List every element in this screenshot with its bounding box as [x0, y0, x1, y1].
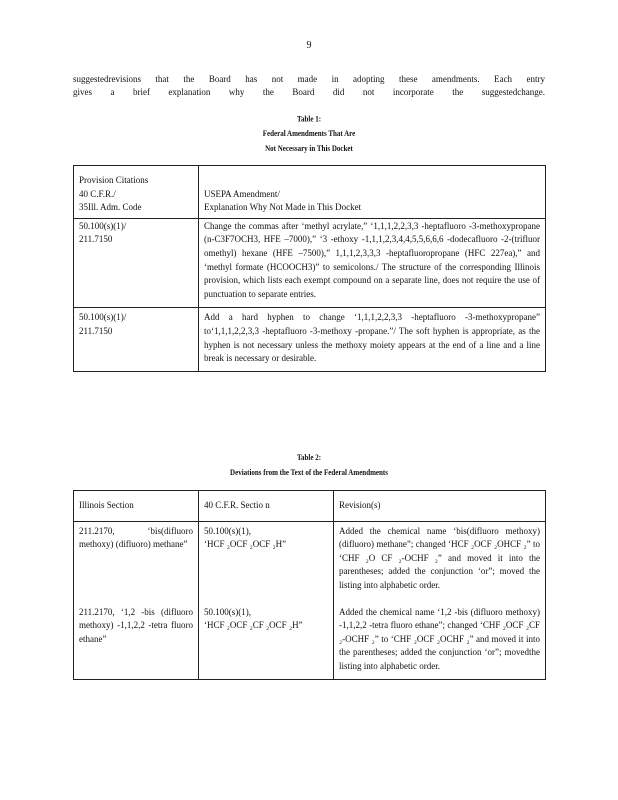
- header-line: Explanation Why Not Made in This Docket: [204, 202, 362, 213]
- header-revisions: Revision(s): [334, 491, 546, 522]
- cfr-line: 50.100(s)(1),: [204, 606, 251, 617]
- header-illinois-section: Illinois Section: [74, 491, 199, 522]
- page-number: 9: [306, 40, 312, 51]
- intro-paragraph: [73, 73, 545, 99]
- header-line: USEPA Amendment/: [204, 188, 280, 199]
- citation-line: 50.100(s)(1)/: [79, 220, 127, 231]
- table2-caption: [73, 451, 545, 481]
- intro-line: suggestedrevisions that the Board has not made in adopting these amendments. Each entry: [73, 74, 545, 84]
- table1-caption: [73, 112, 545, 157]
- intro-line: gives a brief explanation why the Board did not incorporate the suggestedchange.: [73, 87, 545, 97]
- header-provision-citations: [74, 166, 199, 219]
- explanation-cell: Add a hard hyphen to change ‘1,1,1,2,2,3,3 -heptafluoro -3-methoxypropane” to‘1,1,1,2,2,3,3 -heptafluoro -3-methoxy -propane.”/ The soft hyphen is appropriate, as the hyphen is not necessary unless the methoxy moiety appears at the end of a line and a line break is necessary or desirable.: [199, 308, 546, 371]
- revision-cell: Added the chemical name ‘bis(difluoro methoxy) (difluoro) methane”; changed ‘HCF ₂OCF ₂OHCF ₂” to ‘CHF ₂O CF ₂-OCHF ₂” and moved it into the parentheses; added the conjunction ‘or”; moved the listing into alphabetic order.: [334, 521, 546, 602]
- citation-cell: [74, 218, 199, 308]
- cfr-cell: [199, 603, 334, 679]
- table-deviations: [73, 490, 546, 680]
- section-cell: 211.2170, ‘bis(difluoro methoxy) (difluoro) methane”: [74, 521, 199, 602]
- header-line: Provision Citations: [79, 175, 149, 185]
- table-header-row: [74, 491, 546, 522]
- header-line: [204, 174, 540, 188]
- caption-line: Not Necessary in This Docket: [265, 144, 353, 154]
- caption-line: Table 1:: [296, 114, 322, 124]
- cfr-line: ‘HCF ₂OCF ₂CF ₂OCF ₂H”: [204, 620, 303, 631]
- cfr-line: 50.100(s)(1),: [204, 525, 251, 536]
- cfr-line: ‘HCF ₂OCF ₂OCF ₂H”: [204, 539, 287, 550]
- cfr-cell: [199, 521, 334, 602]
- caption-line: Deviations from the Text of the Federal Amendments: [230, 468, 388, 478]
- revision-cell: Added the chemical name ‘1,2 -bis (difluoro methoxy) -1,1,2,2 -tetra fluoro ethane”; changed ‘CHF ₂OCF ₂CF ₂-OCHF ₂” to ‘CHF ₂OCF ₂OCHF ₂” and moved it into the parentheses; added the conjunction ‘or”; movedthe listing into alphabetic order.: [334, 603, 546, 679]
- table-row: [74, 521, 546, 602]
- header-line: 35Ill. Adm. Code: [79, 202, 142, 213]
- table-header-row: [74, 166, 546, 219]
- header-cfr-section: 40 C.F.R. Sectio n: [199, 491, 334, 522]
- citation-line: 211.7150: [79, 325, 113, 336]
- table-row: [74, 218, 546, 308]
- header-amendment-explanation: [199, 166, 546, 219]
- caption-line: Table 2:: [296, 453, 322, 463]
- table-federal-amendments: [73, 165, 546, 372]
- citation-cell: [74, 308, 199, 371]
- citation-line: 211.7150: [79, 234, 113, 245]
- table-row: [74, 603, 546, 679]
- explanation-cell: Change the commas after ‘methyl acrylate,” ‘1,1,1,2,2,3,3 -heptafluoro -3-methoxypropane (n-C3F7OCH3, HFE –7000),” ‘3 -ethoxy -1,1,1,2,3,4,4,5,5,6,6,6 -dodecafluoro -2-(trifluor omethyl) hexane (HFE –7500),” 1,1,1,2,3,3,3 -heptafluoropropane (HFC 227ea),” and ‘methyl formate (HCOOCH3)” to semicolons./ The structure of the corresponding Illinois provision, which lists each exempt compound on a separate line, does not require the use of punctuation to separate entries.: [199, 218, 546, 308]
- table-row: [74, 308, 546, 371]
- section-cell: 211.2170, ‘1,2 -bis (difluoro methoxy) -1,1,2,2 -tetra fluoro ethane”: [74, 603, 199, 679]
- header-line: 40 C.F.R./: [79, 188, 116, 199]
- citation-line: 50.100(s)(1)/: [79, 312, 127, 323]
- caption-line: Federal Amendments That Are: [262, 129, 356, 139]
